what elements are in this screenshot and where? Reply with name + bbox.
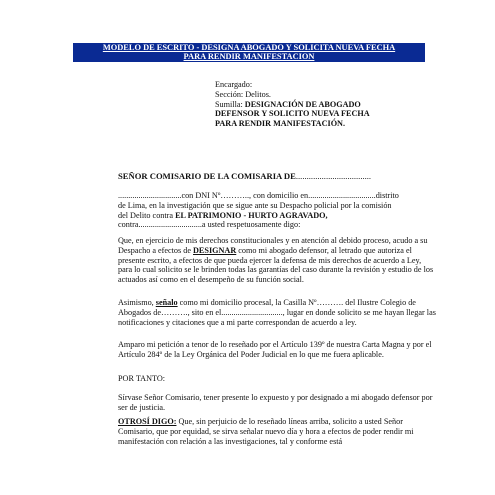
sumilla-label: Sumilla: — [215, 99, 245, 109]
domicile-text-pre: Asimismo, — [118, 298, 156, 307]
designation-text-pre: Que, en ejercicio de mis derechos constitucionales y en atención al debido proceso, acudo a su Despacho a efectos de — [118, 236, 428, 255]
addressee-heading — [118, 171, 371, 181]
sumilla-value-1: DESIGNACIÓN DE ABOGADO — [244, 99, 361, 109]
title-banner-line-2: PARA RENDIR MANIFESTACION — [183, 52, 315, 61]
otrosi-text: Que, sin perjuicio de lo reseñado líneas arriba, solicito a usted Señor Comisario, que por equidad, se sirva señalar nuevo día y hora a efectos de poder rendir mi manifestación con relación a las investigaciones, tal y conforme está — [118, 417, 414, 446]
intro-line-3-text: del Delito contra — [118, 210, 176, 220]
senalo-keyword: señalo — [155, 298, 178, 307]
por-tanto-heading — [118, 374, 436, 384]
designation-text-post: como mi abogado defensor, al letrado que autoriza el presente escrito, a efectos de que pueda ejercer la defensa de mis derechos de acuerdo a Ley, para lo cual solicito se le brinden todas las garantías del caso durante la revisión y estudio de los actuados así como en el desempeño de su función social. — [118, 245, 434, 285]
intro-line-1: ...............................con DNI Nº……….., con domicilio en.................................distrito — [118, 191, 399, 200]
sumilla-value-2: DEFENSOR Y SOLICITO NUEVA FECHA — [215, 109, 370, 119]
intro-line-3 — [118, 211, 436, 221]
crime-name: EL PATRIMONIO - HURTO AGRAVADO, — [175, 210, 328, 220]
legal-basis-paragraph — [118, 340, 436, 360]
title-banner-line-1: MODELO DE ESCRITO - DESIGNA ABOGADO Y SOLICITA NUEVA FECHA — [102, 43, 396, 52]
request-paragraph — [118, 393, 436, 413]
sumilla-value-3: PARA RENDIR MANIFESTACIÓN. — [215, 119, 346, 129]
addressee-dots: ................................... — [295, 171, 372, 181]
header-metadata — [215, 80, 455, 129]
addressee-label: SEÑOR COMISARIO DE LA COMISARIA DE — [118, 171, 296, 181]
domicile-text-post: como mi domicilio procesal, la Casilla Nº………. del Ilustre Colegio de Abogados de………., sito en el.............................., lugar en donde solicito se me hayan llegar las notificaciones y citaciones que a mi parte correspondan de acuerdo a ley. — [118, 298, 436, 327]
designation-paragraph — [118, 236, 436, 285]
designar-keyword: DESIGNAR — [193, 245, 237, 255]
intro-line-4: contra...............................a usted respetuosamente digo: — [118, 220, 301, 230]
intro-line-2: de Lima, en la investigación que se sigue ante su Despacho policial por la comisión — [118, 200, 392, 210]
otrosi-paragraph — [118, 417, 436, 446]
title-banner — [73, 43, 425, 62]
seccion-label: Sección: Delitos. — [215, 89, 271, 99]
request-text: Sírvase Señor Comisario, tener presente lo expuesto y por designado a mi abogado defensor por ser de justicia. — [118, 393, 433, 412]
por-tanto-text: POR TANTO: — [118, 374, 166, 383]
domicile-paragraph — [118, 298, 436, 327]
otrosi-label: OTROSÍ DIGO: — [118, 417, 177, 426]
sumilla-line-1 — [215, 100, 455, 110]
legal-basis-text: Amparo mi petición a tenor de lo reseñado por el Artículo 139º de nuestra Carta Magna y por el Artículo 284º de la Ley Orgánica del Poder Judicial en lo que me fuera aplicable. — [118, 340, 432, 359]
intro-paragraph — [118, 191, 436, 230]
encargado-label: Encargado: — [215, 80, 253, 89]
